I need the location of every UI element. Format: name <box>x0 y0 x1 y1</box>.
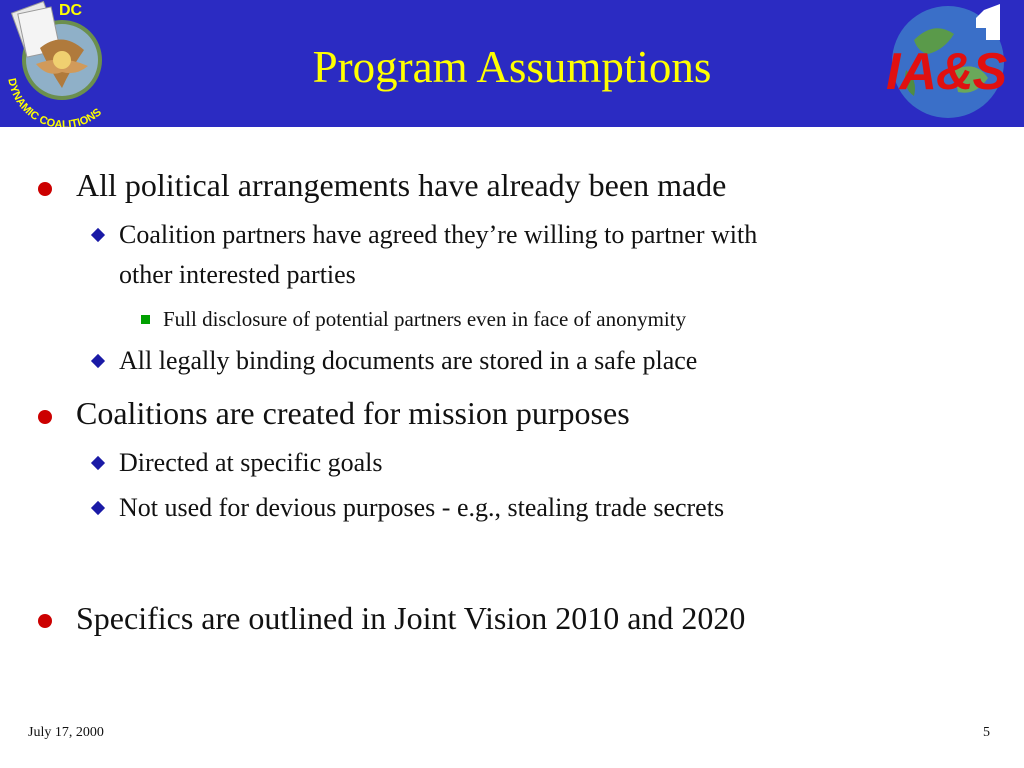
level2-bullet-icon <box>91 228 105 242</box>
dc-acronym: DC <box>59 2 83 19</box>
level1-bullet-icon <box>38 410 52 424</box>
page-number: 5 <box>983 725 990 740</box>
ias-logo-text: IA&S <box>886 43 1007 101</box>
level2-bullet-icon <box>91 501 105 515</box>
sub-bullet-item-continuation: other interested parties <box>119 260 356 289</box>
bullet-item: Specifics are outlined in Joint Vision 2010 and 2020 <box>76 600 746 636</box>
level1-bullet-icon <box>38 182 52 196</box>
footer-date: July 17, 2000 <box>28 725 104 740</box>
sub-bullet-item: All legally binding documents are stored in a safe place <box>119 346 698 375</box>
dc-arc-text: DYNAMIC COALITIONS <box>5 77 104 127</box>
level1-bullet-icon <box>38 614 52 628</box>
level2-bullet-icon <box>91 354 105 368</box>
sub-sub-bullet-item: Full disclosure of potential partners even in face of anonymity <box>163 307 687 331</box>
page-title: Program Assumptions <box>312 42 712 92</box>
sub-bullet-item: Not used for devious purposes - e.g., stealing trade secrets <box>119 493 725 522</box>
level3-bullet-icon <box>141 315 150 324</box>
bullet-item: Coalitions are created for mission purposes <box>76 395 630 431</box>
level2-bullet-icon <box>91 456 105 470</box>
bullet-item: All political arrangements have already been made <box>76 167 727 203</box>
ias-logo <box>884 0 1024 127</box>
sub-bullet-item: Directed at specific goals <box>119 448 383 477</box>
sub-bullet-item: Coalition partners have agreed they’re willing to partner with <box>119 220 758 249</box>
title-bar <box>0 0 1024 127</box>
